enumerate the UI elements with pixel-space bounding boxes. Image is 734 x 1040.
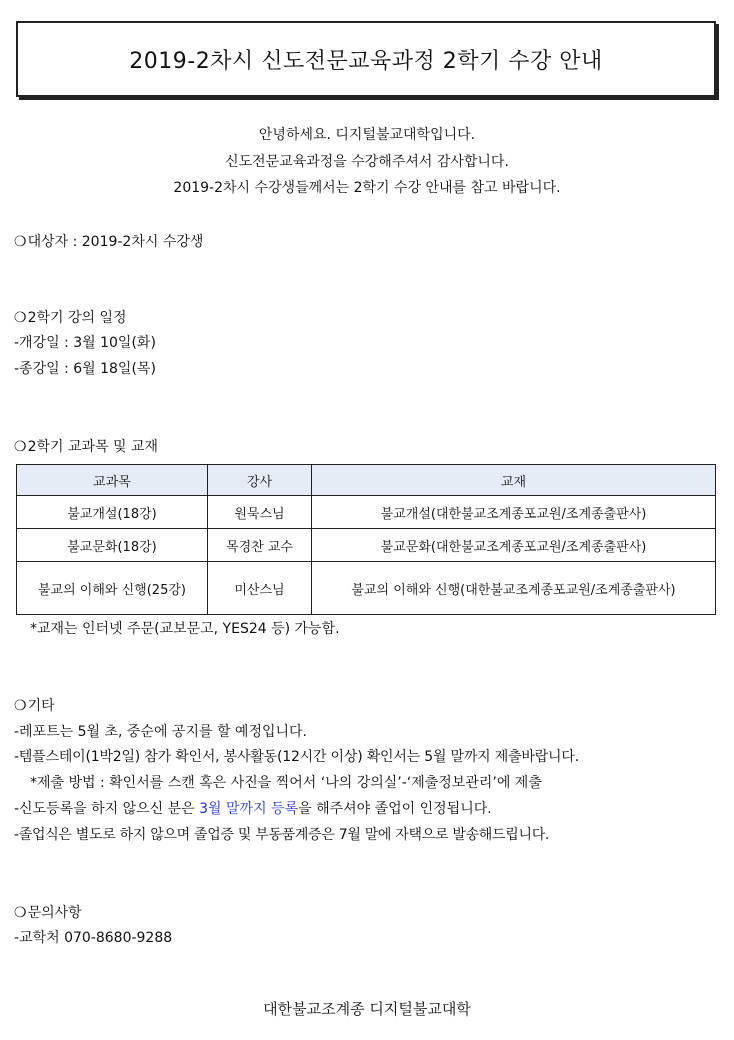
target-section bbox=[14, 231, 203, 251]
courses-table bbox=[16, 464, 716, 615]
circle-bullet-icon: ❍ bbox=[14, 310, 27, 326]
schedule-heading: 2학기 강의 일정 bbox=[27, 310, 127, 326]
etc-heading: 기타 bbox=[27, 698, 55, 714]
schedule-start: -개강일 : 3월 10일(화) bbox=[14, 335, 156, 351]
circle-bullet-icon: ❍ bbox=[14, 234, 27, 250]
table-header-row bbox=[17, 465, 716, 496]
circle-bullet-icon: ❍ bbox=[14, 439, 27, 455]
etc-line-graduation: -졸업식은 별도로 하지 않으며 졸업증 및 부동품계증은 7월 말에 자택으로 발송해드립니다. bbox=[14, 827, 550, 843]
etc-line-report: -레포트는 5월 초, 중순에 공지를 할 예정입니다. bbox=[14, 724, 307, 740]
title-box bbox=[16, 21, 716, 97]
courses-section bbox=[14, 436, 158, 456]
etc-line-method: *제출 방법 : 확인서를 스캔 혹은 사진을 찍어서 ‘나의 강의실’-‘제출정보관리’에 제출 bbox=[30, 775, 542, 791]
page-title: 2019-2차시 신도전문교육과정 2학기 수강 안내 bbox=[129, 48, 603, 74]
table-row bbox=[17, 562, 716, 615]
column-header-subject: 교과목 bbox=[17, 465, 208, 496]
course-textbook: 불교문화(대한불교조계종포교원/조계종출판사) bbox=[312, 529, 716, 562]
course-subject: 불교문화(18강) bbox=[17, 529, 208, 562]
intro-line-1: 안녕하세요. 디지털불교대학입니다. bbox=[258, 127, 476, 143]
course-instructor: 원묵스님 bbox=[208, 496, 312, 529]
table-row bbox=[17, 529, 716, 562]
course-textbook: 불교개설(대한불교조계종포교원/조계종출판사) bbox=[312, 496, 716, 529]
column-header-instructor: 강사 bbox=[208, 465, 312, 496]
contact-phone: -교학처 070-8680-9288 bbox=[14, 930, 173, 946]
etc-section bbox=[14, 695, 55, 715]
textbook-note: *교재는 인터넷 주문(교보문고, YES24 등) 가능함. bbox=[30, 621, 340, 637]
intro-line-2: 신도전문교육과정을 수강해주셔서 감사합니다. bbox=[225, 154, 509, 170]
course-subject: 불교의 이해와 신행(25강) bbox=[17, 562, 208, 615]
table-row bbox=[17, 496, 716, 529]
course-textbook: 불교의 이해와 신행(대한불교조계종포교원/조계종출판사) bbox=[312, 562, 716, 615]
courses-heading: 2학기 교과목 및 교재 bbox=[27, 439, 159, 455]
intro-line-3: 2019-2차시 수강생들께서는 2학기 수강 안내를 참고 바랍니다. bbox=[173, 180, 561, 196]
course-instructor: 목경찬 교수 bbox=[208, 529, 312, 562]
contact-section bbox=[14, 902, 82, 922]
circle-bullet-icon: ❍ bbox=[14, 905, 27, 921]
schedule-end: -종강일 : 6월 18일(목) bbox=[14, 361, 156, 377]
circle-bullet-icon: ❍ bbox=[14, 698, 27, 714]
etc-line-register bbox=[14, 798, 492, 818]
footer-organization: 대한불교조계종 디지털불교대학 bbox=[263, 1000, 471, 1018]
register-deadline-highlight: 3월 말까지 등록 bbox=[199, 801, 299, 817]
register-text-pre: -신도등록을 하지 않으신 분은 bbox=[14, 801, 200, 817]
course-subject: 불교개설(18강) bbox=[17, 496, 208, 529]
schedule-section bbox=[14, 307, 127, 327]
register-text-post: 을 해주셔야 졸업이 인정됩니다. bbox=[298, 801, 492, 817]
course-instructor: 미산스님 bbox=[208, 562, 312, 615]
contact-heading: 문의사항 bbox=[27, 905, 82, 921]
etc-line-submit: -템플스테이(1박2일) 참가 확인서, 봉사활동(12시간 이상) 확인서는 5월 말까지 제출바랍니다. bbox=[14, 749, 579, 765]
column-header-textbook: 교재 bbox=[312, 465, 716, 496]
target-heading: 대상자 : 2019-2차시 수강생 bbox=[27, 234, 204, 250]
